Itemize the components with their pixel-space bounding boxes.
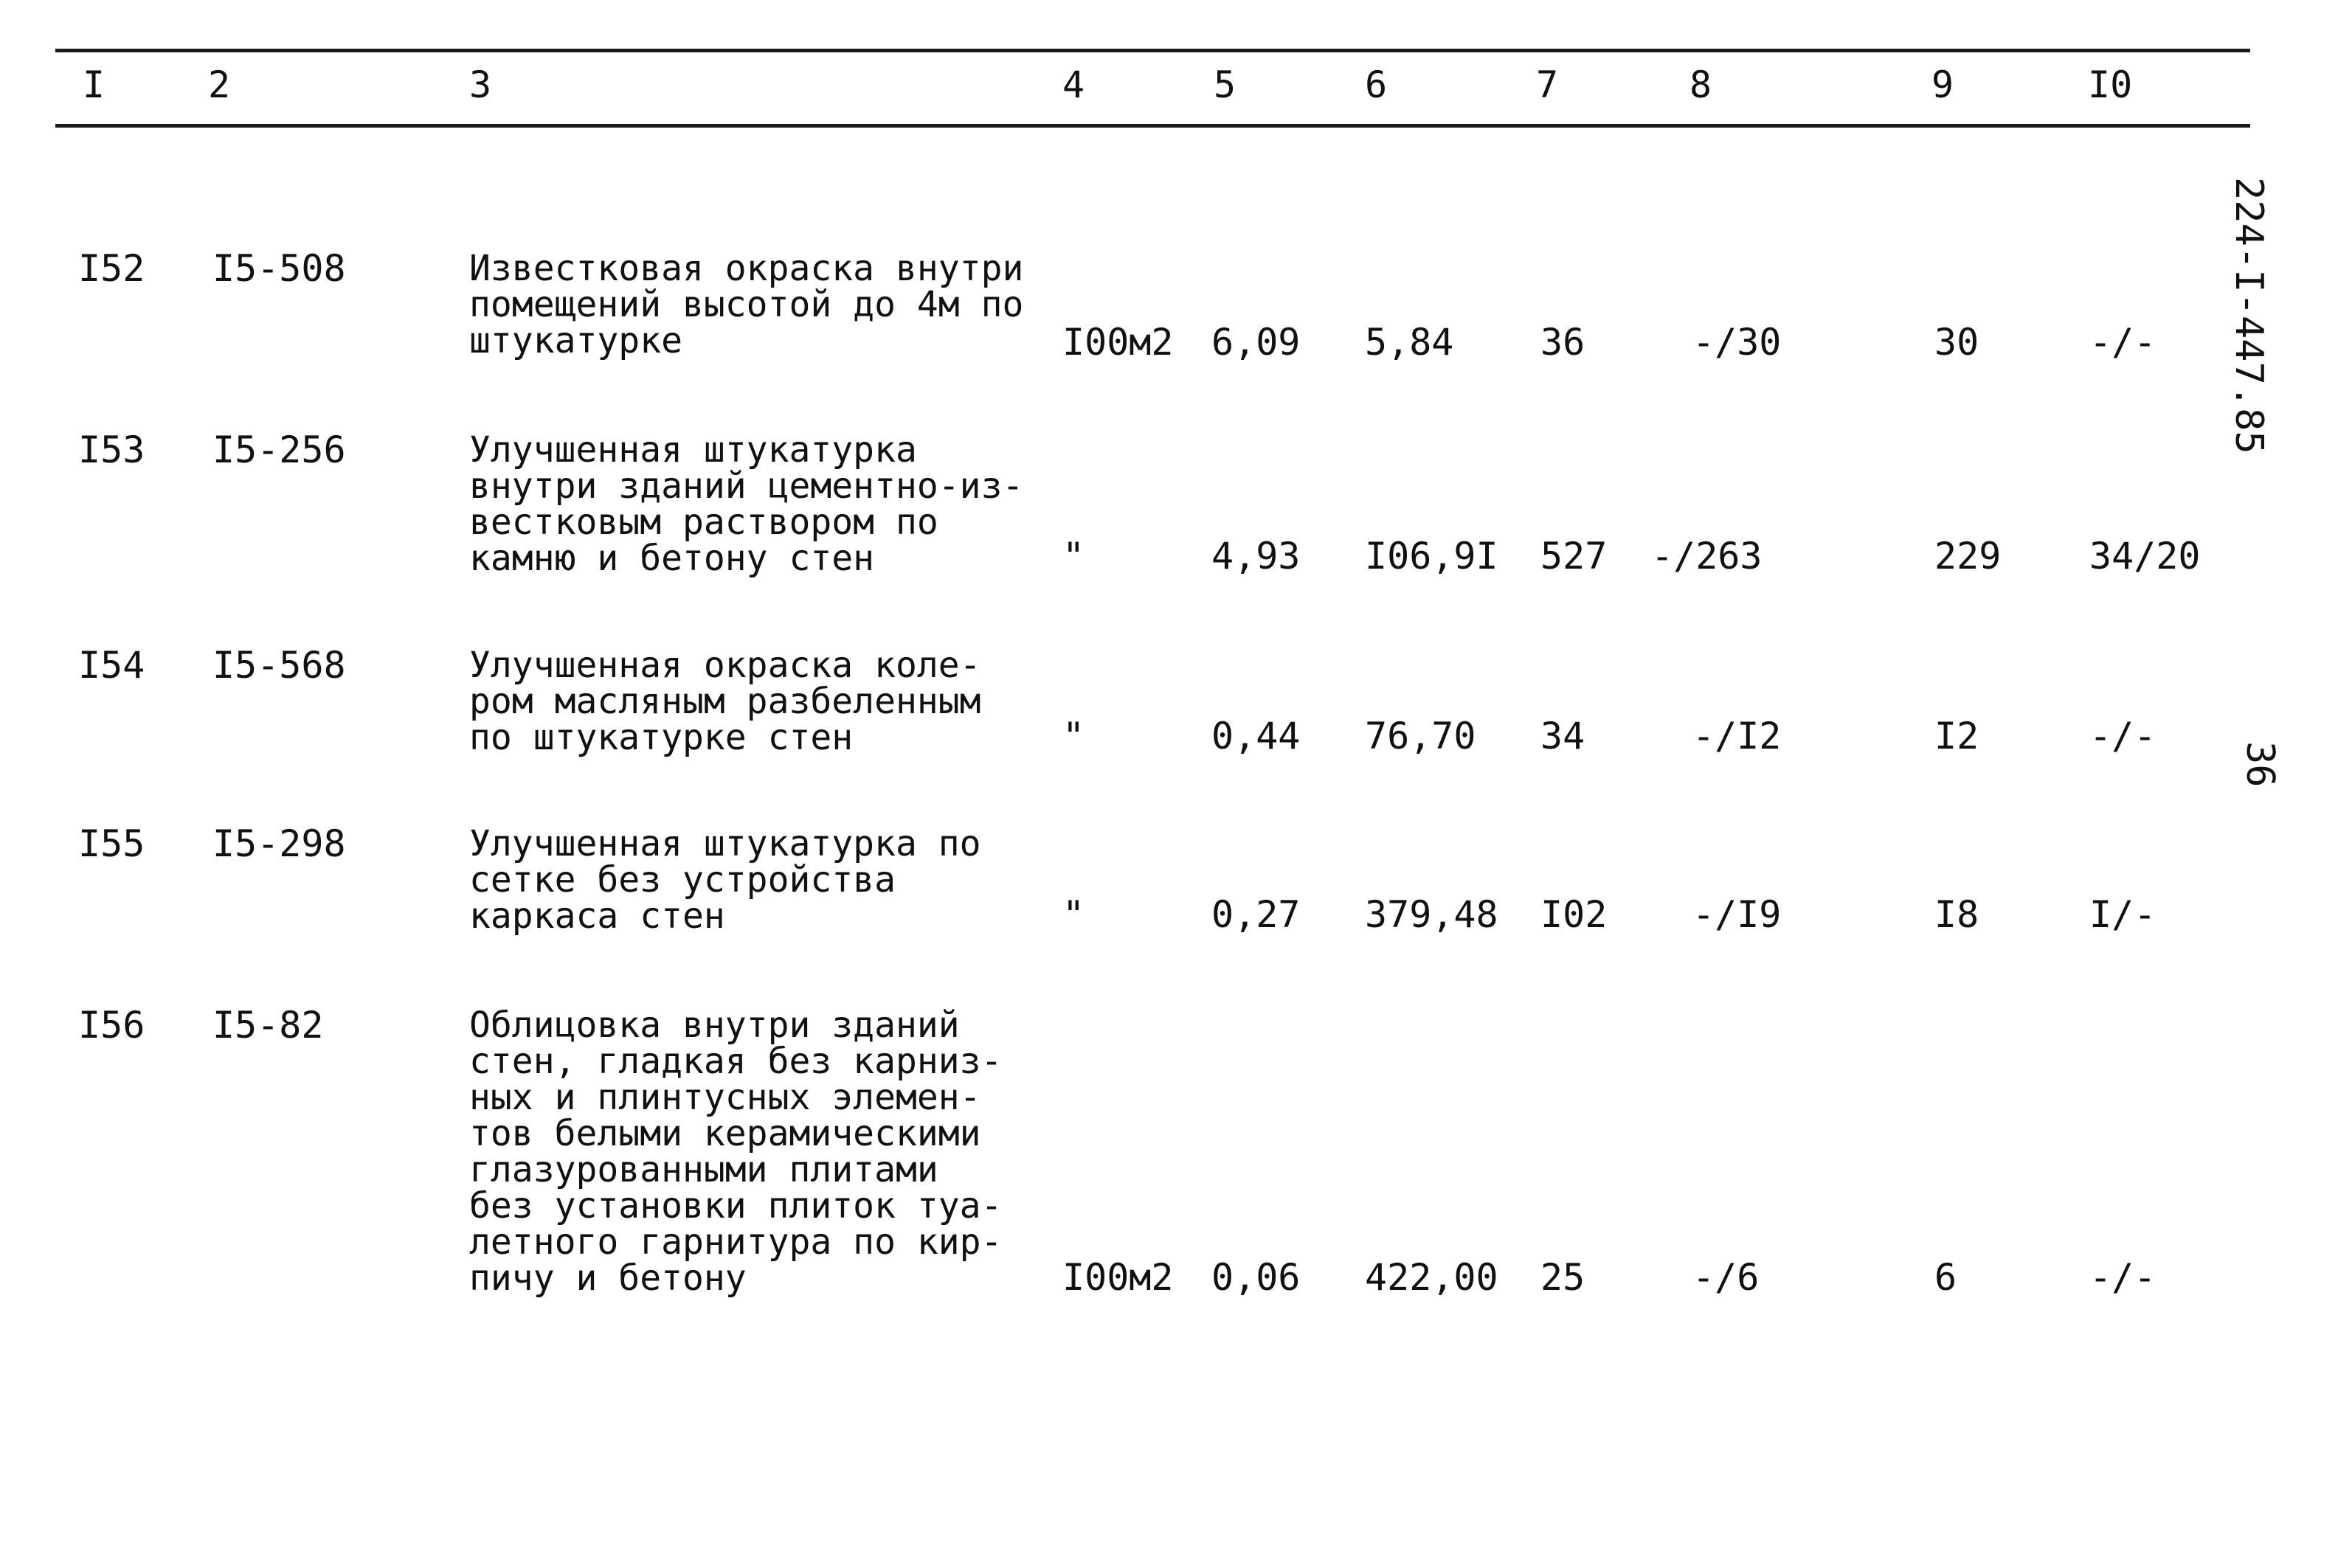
row-4-col5: 0,27 [1211,893,1301,936]
row-2-col9: 229 [1934,535,2002,577]
row-4-col9: I8 [1934,893,1979,936]
row-1-description-line: Известковая окраска внутри [469,248,1024,289]
row-3-description [469,645,1059,758]
row-3-description-line: ром масляным разбеленным [469,681,981,722]
header-top-rule [55,49,2250,52]
row-1-col5: 6,09 [1211,321,1301,364]
row-1-col10: -/- [2089,321,2156,364]
row-5-code: I5-82 [212,1004,324,1047]
row-5-unit: I00м2 [1062,1256,1174,1299]
row-2-col7: 527 [1540,535,1608,577]
row-1-unit: I00м2 [1062,321,1174,364]
column-header-3: 3 [469,63,492,106]
row-4-description-line: Улучшенная штукатурка по [469,823,981,864]
row-4-col6: 379,48 [1365,893,1498,936]
header-bottom-rule [55,124,2250,128]
row-5-description-line: стен, гладкая без карниз- [469,1041,1003,1082]
row-4-description-line: сетке без устройства [469,859,896,901]
row-2-description [469,429,1059,579]
column-header-8: 8 [1689,63,1712,106]
row-2-number: I53 [78,429,145,471]
row-4-code: I5-298 [212,822,346,865]
row-5-number: I56 [78,1004,145,1047]
page-number: 36 [2238,741,2282,788]
row-3-col5: 0,44 [1211,715,1301,757]
row-3-col9: I2 [1934,715,1979,757]
row-1-col8: -/30 [1692,321,1782,364]
row-2-code: I5-256 [212,429,346,471]
row-5-col9: 6 [1934,1256,1957,1299]
row-2-col8: -/263 [1651,535,1763,577]
row-3-col8: -/I2 [1692,715,1782,757]
row-5-description-line: тов белыми керамическими [469,1113,981,1154]
row-3-col10: -/- [2089,715,2156,757]
row-5-col10: -/- [2089,1256,2156,1299]
row-3-number: I54 [78,644,145,687]
row-5-col8: -/6 [1692,1256,1760,1299]
column-header-9: 9 [1931,63,1954,106]
row-2-col6: I06,9I [1365,535,1498,577]
column-header-1: I [83,63,106,106]
column-header-4: 4 [1062,63,1085,106]
row-4-description-line: каркаса стен [469,895,725,937]
column-header-6: 6 [1365,63,1388,106]
column-header-7: 7 [1536,63,1559,106]
row-3-col6: 76,70 [1365,715,1476,757]
row-5-description [469,1007,1059,1297]
row-5-description-line: летного гарнитура по кир- [469,1221,1003,1263]
row-4-col8: -/I9 [1692,893,1782,936]
row-5-description-line: пичу и бетону [469,1257,747,1299]
row-1-description [469,248,1059,361]
row-5-description-line: ных и плинтусных элемен- [469,1077,981,1118]
row-3-description-line: Улучшенная окраска коле- [469,645,981,686]
document-code: 224-I-447.85 [2227,177,2271,454]
row-2-description-line: камню и бетону стен [469,538,875,579]
row-5-description-line: без установки плиток туа- [469,1185,1003,1227]
row-5-col6: 422,00 [1365,1256,1498,1299]
row-1-code: I5-508 [212,247,346,290]
row-4-unit: " [1062,893,1085,936]
row-1-description-line: штукатурке [469,320,682,361]
column-header-5: 5 [1214,63,1236,106]
row-5-col7: 25 [1540,1256,1585,1299]
row-2-unit: " [1062,535,1085,577]
row-3-unit: " [1062,715,1085,757]
column-header-2: 2 [208,63,231,106]
row-2-col10: 34/20 [2089,535,2201,577]
row-5-col5: 0,06 [1211,1256,1301,1299]
row-1-description-line: помещений высотой до 4м по [469,284,1024,325]
row-2-col5: 4,93 [1211,535,1301,577]
row-5-description-line: глазурованными плитами [469,1149,938,1190]
row-4-col10: I/- [2089,893,2156,936]
row-1-col7: 36 [1540,321,1585,364]
row-5-description-line: Облицовка внутри зданий [469,1005,960,1046]
row-3-col7: 34 [1540,715,1585,757]
row-4-col7: I02 [1540,893,1608,936]
row-1-col9: 30 [1934,321,1979,364]
column-header-10: I0 [2088,63,2133,106]
row-4-description [469,823,1059,937]
row-2-description-line: Улучшенная штукатурка [469,429,917,471]
row-2-description-line: вестковым раствором по [469,502,938,543]
row-4-number: I55 [78,822,145,865]
row-3-code: I5-568 [212,644,346,687]
row-1-col6: 5,84 [1365,321,1454,364]
row-1-number: I52 [78,247,145,290]
row-3-description-line: по штукатурке стен [469,717,854,758]
row-2-description-line: внутри зданий цементно-из- [469,465,1024,507]
